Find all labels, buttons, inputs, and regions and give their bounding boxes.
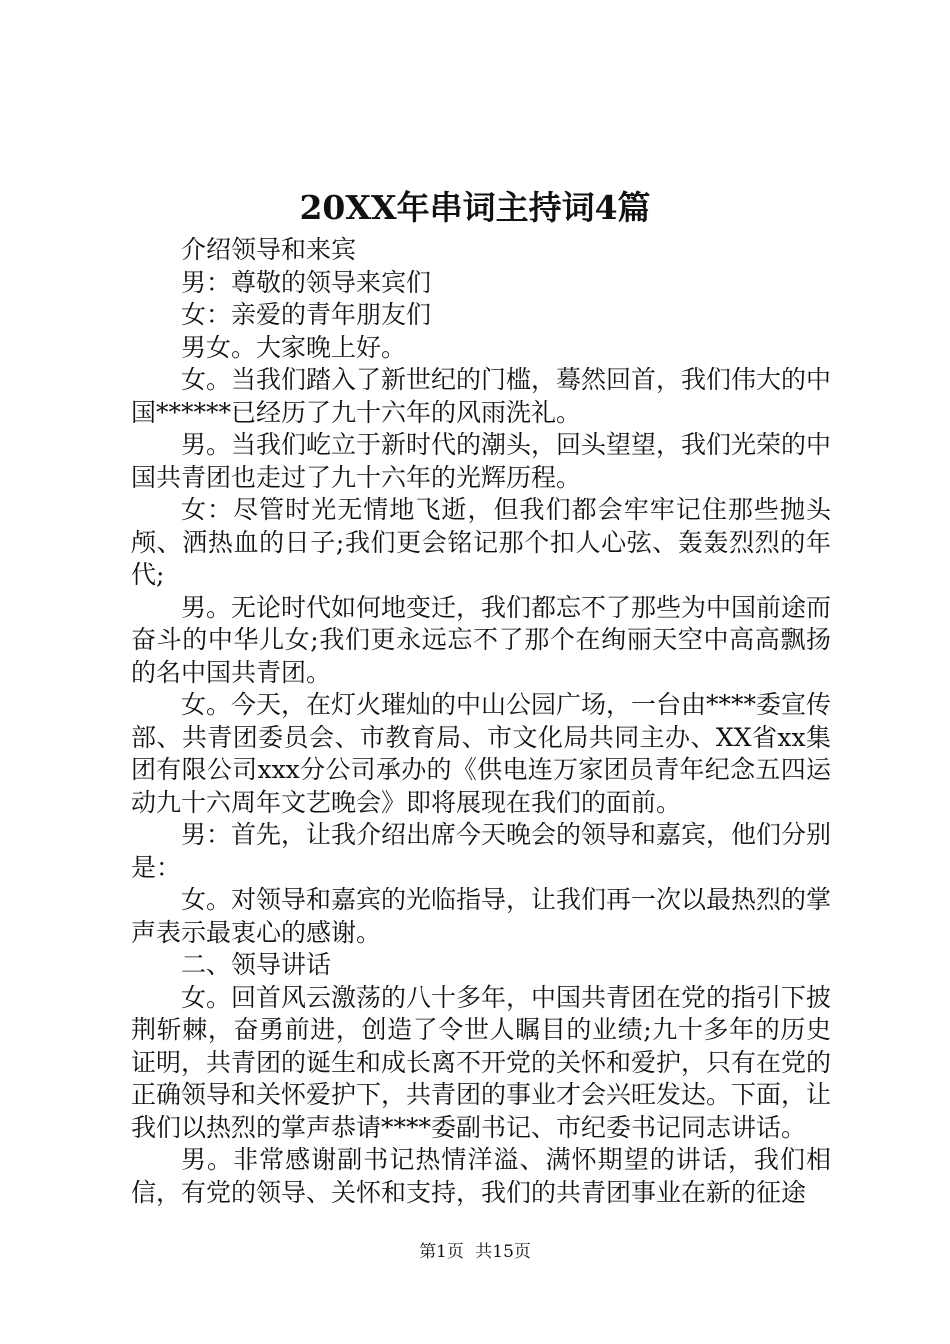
paragraph: 女。今天，在灯火璀灿的中山公园广场，一台由****委宣传部、共青团委员会、市教育局、市文化局共同主办、XX省xx集团有限公司xxx分公司承办的《供电连万家团员青年纪念五四运动九十六周年文艺晚会》即将展现在我们的面前。: [131, 690, 832, 817]
paragraph: 女。当我们踏入了新世纪的门槛，蓦然回首，我们伟大的中国******已经历了九十六年的风雨洗礼。: [131, 365, 832, 427]
paragraph: 女。对领导和嘉宾的光临指导，让我们再一次以最热烈的掌声表示最衷心的感谢。: [131, 885, 832, 947]
section-heading: 二、领导讲话: [181, 950, 332, 979]
page-footer: [0, 1240, 950, 1264]
paragraph: 女。回首风云激荡的八十多年，中国共青团在党的指引下披荆斩棘，奋勇前进，创造了令世人瞩目的业绩;九十多年的历史证明，共青团的诞生和成长离不开党的关怀和爱护，只有在党的正确领导和关怀爱护下，共青团的事业才会兴旺发达。下面，让我们以热烈的掌声恭请****委副书记、市纪委书记同志讲话。: [131, 982, 832, 1142]
paragraph: 男：首先，让我介绍出席今天晚会的领导和嘉宾，他们分别是：: [131, 820, 832, 882]
paragraph: 介绍领导和来宾: [181, 235, 357, 264]
paragraph: 男：尊敬的领导来宾们: [181, 267, 432, 297]
paragraph: 女：亲爱的青年朋友们: [181, 300, 432, 329]
paragraph: 女：尽管时光无情地飞逝，但我们都会牢牢记住那些抛头颅、洒热血的日子;我们更会铭记那个扣人心弦、轰轰烈烈的年代;: [131, 495, 831, 589]
page-number: 第1页: [419, 1242, 464, 1262]
document-body: [131, 234, 831, 1209]
document-title: 20XX年串词主持词4篇: [299, 188, 651, 227]
paragraph: 男。非常感谢副书记热情洋溢、满怀期望的讲话，我们相信，有党的领导、关怀和支持，我们的共青团事业在新的征途: [131, 1145, 831, 1207]
paragraph: 男。当我们屹立于新时代的潮头，回头望望，我们光荣的中国共青团也走过了九十六年的光辉历程。: [131, 430, 832, 492]
paragraph: 男。无论时代如何地变迁，我们都忘不了那些为中国前途而奋斗的中华儿女;我们更永远忘不了那个在绚丽天空中高高飘扬的名中国共青团。: [131, 592, 832, 687]
paragraph: 男女。大家晚上好。: [181, 332, 407, 362]
total-pages: 共15页: [475, 1242, 531, 1262]
